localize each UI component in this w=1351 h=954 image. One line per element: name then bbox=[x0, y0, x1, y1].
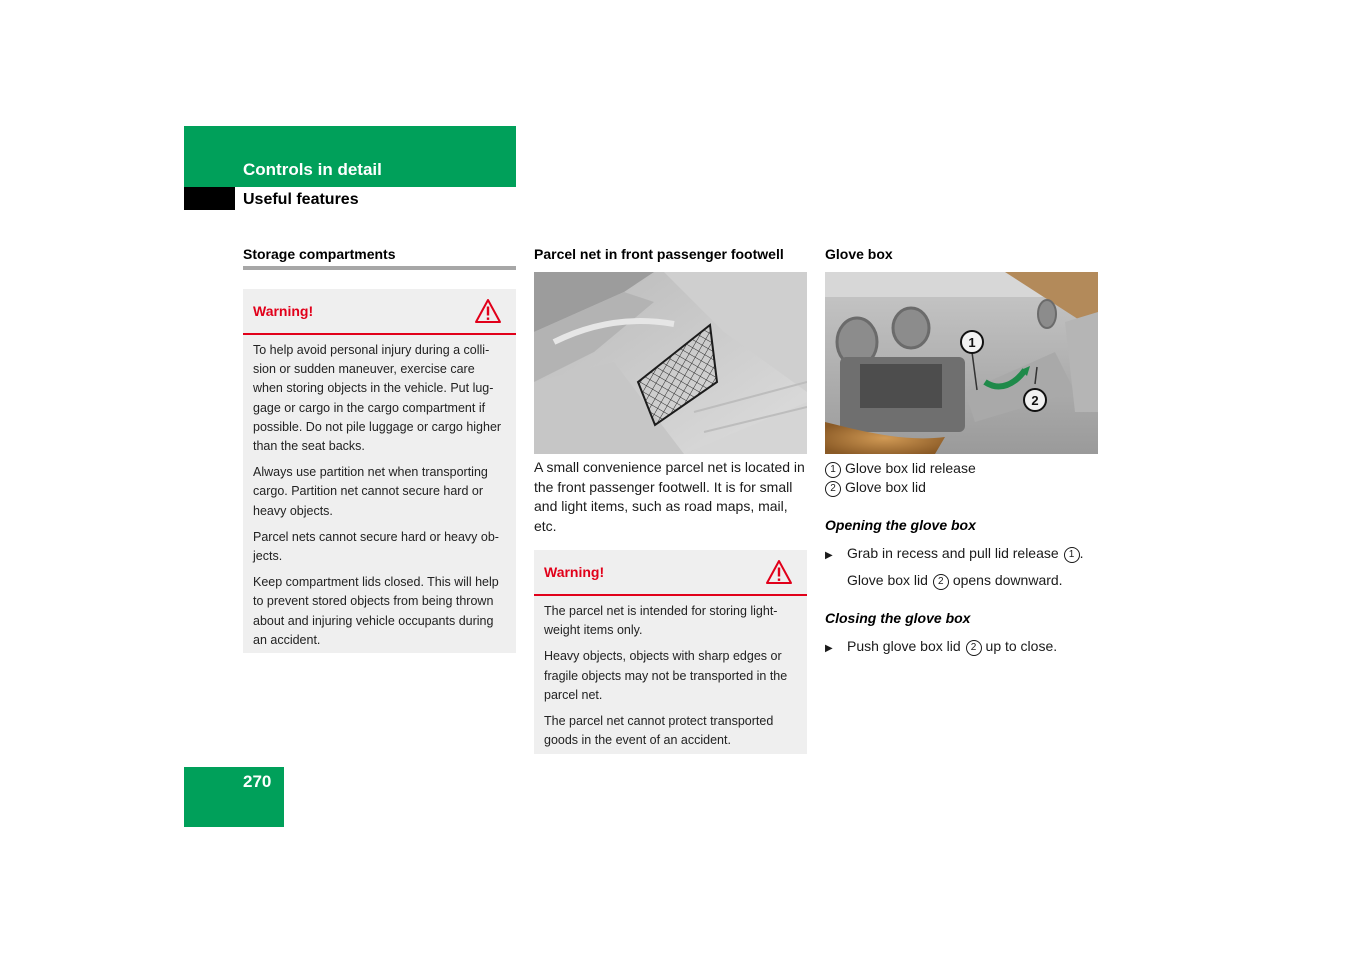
parcel-net-heading: Parcel net in front passenger footwell bbox=[534, 246, 784, 262]
legend-text: Glove box lid bbox=[845, 479, 926, 495]
warning-label: Warning! bbox=[253, 303, 314, 319]
callout-number: 2 bbox=[825, 481, 841, 497]
parcel-net-description: A small convenience parcel net is located in the front passenger footwell. It is for small and light items, such as road maps, mail, etc. bbox=[534, 459, 805, 534]
warning-label: Warning! bbox=[544, 564, 605, 580]
instruction-step bbox=[825, 545, 1083, 563]
header-marker bbox=[184, 187, 235, 210]
closing-subheading: Closing the glove box bbox=[825, 610, 971, 626]
result-text-end: opens downward. bbox=[952, 572, 1063, 588]
step-text-end: . bbox=[1079, 545, 1084, 561]
warning-body bbox=[534, 596, 807, 750]
warning-header bbox=[534, 550, 807, 596]
step-bullet-icon: ▶ bbox=[825, 643, 833, 654]
callout-number: 2 bbox=[966, 640, 982, 656]
warning-paragraph: Parcel nets cannot secure hard or heavy ob-jects. bbox=[253, 529, 499, 564]
result-text: Glove box lid bbox=[847, 572, 928, 588]
step-result bbox=[847, 572, 1063, 590]
parcel-net-photo bbox=[534, 272, 807, 454]
opening-subheading: Opening the glove box bbox=[825, 517, 976, 533]
glove-box-photo bbox=[825, 272, 1098, 454]
callout-number: 2 bbox=[933, 574, 949, 590]
warning-triangle-icon bbox=[474, 298, 502, 324]
step-text-end: up to close. bbox=[985, 638, 1058, 654]
storage-compartments-heading: Storage compartments bbox=[243, 246, 396, 262]
callout-2-label: 2 bbox=[1031, 393, 1039, 408]
warning-paragraph: The parcel net cannot protect transported goods in the event of an accident. bbox=[544, 714, 774, 748]
legend-item bbox=[825, 460, 976, 478]
glove-box-heading: Glove box bbox=[825, 246, 893, 262]
warning-body bbox=[243, 335, 516, 650]
callout-1-label: 1 bbox=[968, 335, 976, 350]
warning-box bbox=[534, 550, 807, 754]
warning-paragraph: Always use partition net when transporting cargo. Partition net cannot secure hard or heavy objects. bbox=[253, 465, 488, 518]
step-text: Grab in recess and pull lid release bbox=[847, 545, 1059, 561]
heading-rule bbox=[243, 266, 516, 270]
page-number: 270 bbox=[243, 772, 272, 791]
callout-number: 1 bbox=[1064, 547, 1080, 563]
warning-paragraph: The parcel net is intended for storing light-weight items only. bbox=[544, 604, 778, 638]
step-text: Push glove box lid bbox=[847, 638, 961, 654]
subsection-title: Useful features bbox=[243, 191, 359, 208]
warning-paragraph: Heavy objects, objects with sharp edges or fragile objects may not be transported in the parcel net. bbox=[544, 649, 788, 702]
warning-box bbox=[243, 289, 516, 653]
instruction-step bbox=[825, 638, 1057, 656]
warning-paragraph: To help avoid personal injury during a colli-sion or sudden maneuver, exercise care when storing objects in the vehicle. Put lug-gage or cargo in the cargo compartment if possible. Do not pile luggage or cargo higher than the seat backs. bbox=[253, 343, 502, 454]
warning-header bbox=[243, 289, 516, 335]
warning-paragraph: Keep compartment lids closed. This will help to prevent stored objects from being thrown about and injuring vehicle occupants during an accident. bbox=[253, 575, 499, 647]
warning-triangle-icon bbox=[765, 559, 793, 585]
legend-item bbox=[825, 479, 926, 497]
step-bullet-icon: ▶ bbox=[825, 550, 833, 561]
callout-number: 1 bbox=[825, 462, 841, 478]
legend-text: Glove box lid release bbox=[845, 460, 976, 476]
section-title: Controls in detail bbox=[243, 160, 382, 179]
